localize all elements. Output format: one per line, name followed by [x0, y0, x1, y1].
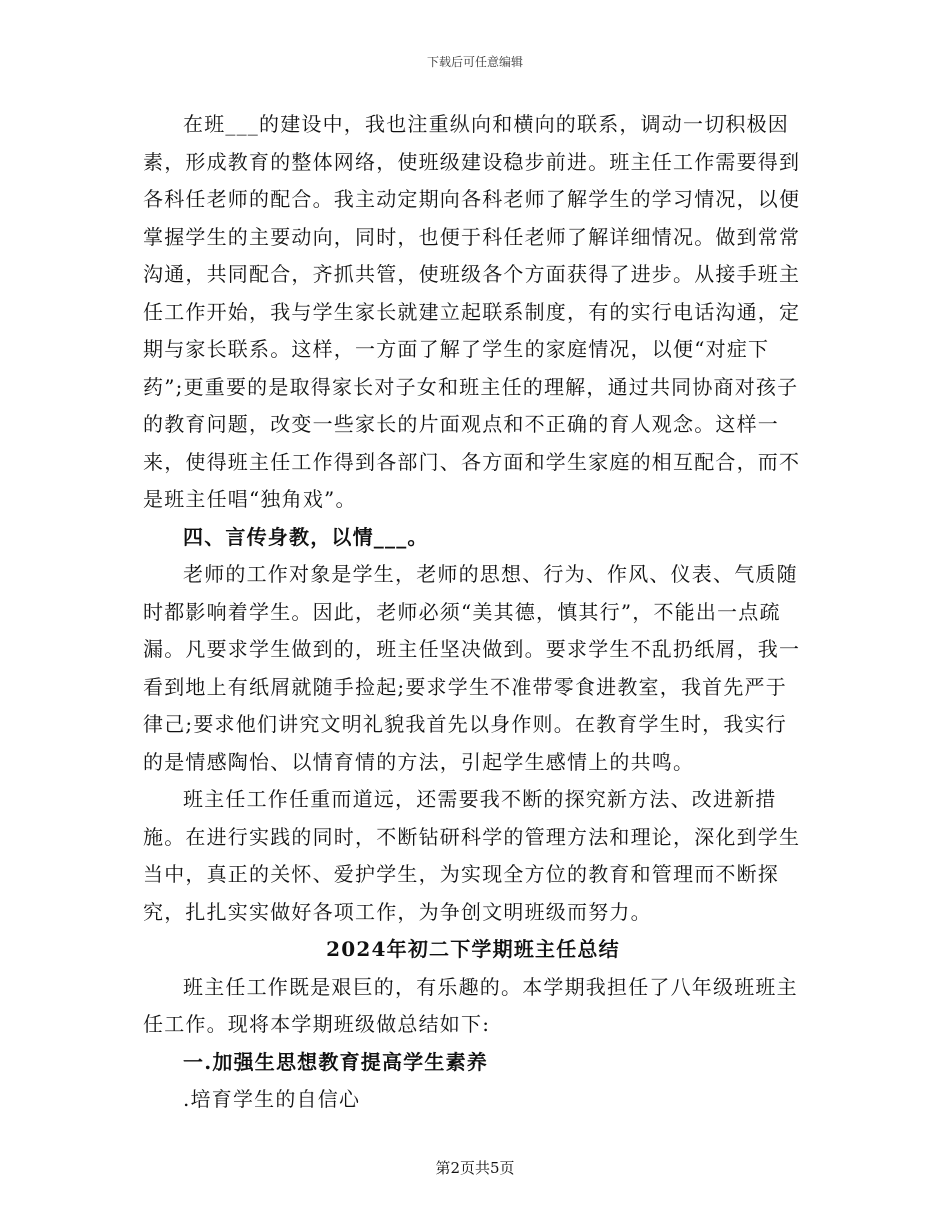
paragraph-teacher-example: 老师的工作对象是学生，老师的思想、行为、作风、仪表、气质随时都影响着学生。因此，老师必须“美其德，慎其行”，不能出一点疏漏。凡要求学生做到的，班主任坚决做到。要求学生不乱扔纸屑，我一看到地上有纸屑就随手捡起;要求学生不准带零食进教室，我首先严于律己;要求他们讲究文明礼貌我首先以身作则。在教育学生时，我实行的是情感陶怡、以情育情的方法，引起学生感情上的共鸣。: [143, 562, 801, 774]
section-title: 2024年初二下学期班主任总结: [326, 937, 620, 961]
paragraph-class-building: 在班___的建设中，我也注重纵向和横向的联系，调动一切积极因素，形成教育的整体网络，使班级建设稳步前进。班主任工作需要得到各科任老师的配合。我主动定期向各科老师了解学生的学习情况，以便掌握学生的主要动向，同时，也便于科任老师了解详细情况。做到常常沟通，共同配合，齐抓共管，使班级各个方面获得了进步。从接手班主任工作开始，我与学生家长就建立起联系制度，有的实行电话沟通，定期与家长联系。这样，一方面了解了学生的家庭情况，以便“对症下药”;更重要的是取得家长对子女和班主任的理解，通过共同协商对孩子的教育问题，改变一些家长的片面观点和不正确的育人观念。这样一来，使得班主任工作得到各部门、各方面和学生家庭的相互配合，而不是班主任唱“独角戏”。: [143, 112, 801, 511]
heading-part-one: 一.加强生思想教育提高学生素养: [183, 1049, 488, 1074]
page-number: 第2页共5页: [435, 1159, 515, 1177]
paragraph-intro: 班主任工作既是艰巨的，有乐趣的。本学期我担任了八年级班班主任工作。现将本学期班级做总结如下:: [143, 974, 798, 1036]
header-note: 下载后可任意编辑: [426, 55, 523, 69]
document-body: [143, 106, 803, 1119]
paragraph-conclusion: 班主任工作任重而道远，还需要我不断的探究新方法、改进新措施。在进行实践的同时，不断钻研科学的管理方法和理论，深化到学生当中，真正的关怀、爱护学生，为实现全方位的教育和管理而不断探究，扎扎实实做好各项工作，为争创文明班级而努力。: [143, 787, 801, 924]
sub-item-confidence: .培育学生的自信心: [183, 1087, 361, 1111]
heading-section-four: 四、言传身教，以情___。: [183, 524, 429, 549]
